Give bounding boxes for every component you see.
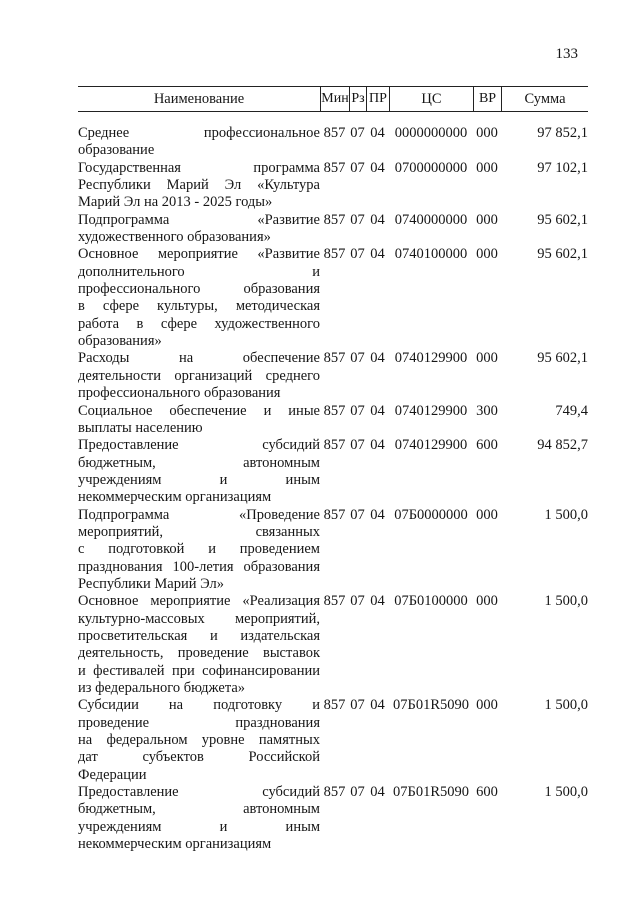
sum-cell: 97 102,1 [537, 159, 588, 176]
rz-cell: 07 [350, 784, 365, 801]
name-line: просветительская и издательская [78, 627, 320, 644]
name-line: дополнительного и [78, 263, 320, 280]
table-body [78, 125, 588, 853]
name-line: бюджетным, автономным [78, 454, 320, 471]
table-header [78, 86, 588, 112]
table-row [78, 784, 588, 853]
vr-cell: 000 [476, 211, 498, 228]
name-line: Основное мероприятие «Развитие [78, 246, 320, 263]
name-line: работа в сфере художественного [78, 315, 320, 332]
vr-cell: 300 [476, 402, 498, 419]
cs-cell: 0740000000 [394, 211, 468, 228]
table-row [78, 350, 588, 402]
name-cell [78, 784, 320, 853]
rz-cell: 07 [350, 350, 365, 367]
name-line: проведение празднования [78, 714, 320, 731]
name-line: культурно-массовых мероприятий, [78, 610, 320, 627]
rz-cell: 07 [350, 697, 365, 714]
table-row [78, 160, 588, 212]
cs-cell: 07Б0000000 [394, 506, 468, 523]
name-line: Подпрограмма «Проведение [78, 506, 320, 523]
vr-cell: 000 [476, 125, 498, 141]
name-cell [78, 350, 320, 402]
table-row [78, 593, 588, 697]
name-cell [78, 437, 320, 506]
name-cell [78, 212, 320, 247]
name-line: Республики Марий Эл» [78, 575, 224, 592]
sum-cell: 1 500,0 [544, 784, 588, 801]
rz-cell: 07 [350, 246, 365, 263]
name-line: Предоставление субсидий [78, 784, 320, 801]
cs-cell: 0700000000 [394, 159, 468, 176]
vr-cell: 000 [476, 246, 498, 263]
name-line: Основное мероприятие «Реализация [78, 593, 320, 610]
header-sum: Сумма [501, 87, 588, 111]
min-cell: 857 [323, 506, 346, 523]
header-min: Мин [320, 87, 349, 111]
vr-cell: 600 [476, 437, 498, 454]
min-cell: 857 [323, 697, 346, 714]
header-vr: ВР [473, 87, 501, 111]
sum-cell: 97 852,1 [537, 125, 588, 141]
cs-cell: 07Б0100000 [394, 593, 468, 610]
table-row [78, 125, 588, 160]
rz-cell: 07 [350, 402, 365, 419]
name-line: некоммерческим организациям [78, 489, 272, 506]
pr-cell: 04 [370, 125, 385, 141]
name-line: образование [78, 142, 155, 159]
name-line: дат субъектов Российской [78, 749, 320, 766]
name-line: образования» [78, 333, 162, 350]
name-line: Субсидии на подготовку и [78, 697, 320, 714]
header-pr: ПР [366, 87, 389, 111]
header-cs: ЦС [389, 87, 473, 111]
min-cell: 857 [323, 784, 346, 801]
name-line: из федерального бюджета» [78, 680, 246, 696]
pr-cell: 04 [370, 506, 385, 523]
table-row [78, 437, 588, 506]
name-line: и фестивалей при софинансировании [78, 662, 320, 679]
cs-cell: 0000000000 [394, 125, 468, 141]
pr-cell: 04 [370, 211, 385, 228]
name-line: учреждениям и иным [78, 471, 320, 488]
min-cell: 857 [323, 211, 346, 228]
cs-cell: 0740129900 [394, 402, 468, 419]
sum-cell: 1 500,0 [544, 506, 588, 523]
name-cell [78, 697, 320, 784]
name-cell [78, 246, 320, 350]
sum-cell: 94 852,7 [537, 437, 588, 454]
name-line: Подпрограмма «Развитие [78, 211, 320, 228]
name-cell [78, 125, 320, 160]
vr-cell: 000 [476, 159, 498, 176]
table-row [78, 507, 588, 594]
name-cell [78, 593, 320, 697]
pr-cell: 04 [370, 246, 385, 263]
name-line: бюджетным, автономным [78, 801, 320, 818]
pr-cell: 04 [370, 697, 385, 714]
rz-cell: 07 [350, 125, 365, 141]
cs-cell: 0740129900 [394, 350, 468, 367]
min-cell: 857 [323, 125, 346, 141]
name-line: Предоставление субсидий [78, 437, 320, 454]
name-line: Марий Эл на 2013 - 2025 годы» [78, 194, 273, 211]
cs-cell: 07Б01R5090 [393, 784, 469, 801]
min-cell: 857 [323, 593, 346, 610]
vr-cell: 000 [476, 593, 498, 610]
vr-cell: 600 [476, 784, 498, 801]
header-name: Наименование [153, 90, 245, 107]
name-line: профессионального образования [78, 385, 281, 402]
name-line: празднования 100-летия образования [78, 558, 320, 575]
vr-cell: 000 [476, 697, 498, 714]
pr-cell: 04 [370, 159, 385, 176]
name-line: деятельность, проведение выставок [78, 645, 320, 662]
table-row [78, 246, 588, 350]
pr-cell: 04 [370, 350, 385, 367]
min-cell: 857 [323, 246, 346, 263]
rz-cell: 07 [350, 437, 365, 454]
table-row [78, 212, 588, 247]
vr-cell: 000 [476, 350, 498, 367]
cs-cell: 0740129900 [394, 437, 468, 454]
name-line: Республики Марий Эл «Культура [78, 177, 320, 194]
sum-cell: 1 500,0 [544, 697, 588, 714]
sum-cell: 95 602,1 [537, 211, 588, 228]
name-line: Социальное обеспечение и иные [78, 402, 320, 419]
page-number: 133 [555, 46, 578, 62]
vr-cell: 000 [476, 506, 498, 523]
rz-cell: 07 [350, 159, 365, 176]
sum-cell: 1 500,0 [544, 593, 588, 610]
name-cell [78, 507, 320, 594]
name-line: художественного образования» [78, 229, 271, 246]
name-cell [78, 160, 320, 212]
rz-cell: 07 [350, 211, 365, 228]
name-line: некоммерческим организациям [78, 836, 272, 853]
name-line: учреждениям и иным [78, 818, 320, 835]
sum-cell: 95 602,1 [537, 246, 588, 263]
name-line: Государственная программа [78, 159, 320, 176]
name-line: Федерации [78, 766, 147, 783]
name-line: Среднее профессиональное [78, 125, 320, 141]
rz-cell: 07 [350, 593, 365, 610]
min-cell: 857 [323, 350, 346, 367]
name-cell [78, 403, 320, 438]
pr-cell: 04 [370, 437, 385, 454]
cs-cell: 0740100000 [394, 246, 468, 263]
sum-cell: 95 602,1 [537, 350, 588, 367]
pr-cell: 04 [370, 402, 385, 419]
pr-cell: 04 [370, 593, 385, 610]
rz-cell: 07 [350, 506, 365, 523]
name-line: в сфере культуры, методическая [78, 298, 320, 315]
cs-cell: 07Б01R5090 [393, 697, 469, 714]
min-cell: 857 [323, 437, 346, 454]
pr-cell: 04 [370, 784, 385, 801]
name-line: деятельности организаций среднего [78, 367, 320, 384]
min-cell: 857 [323, 402, 346, 419]
name-line: Расходы на обеспечение [78, 350, 320, 367]
name-line: профессионального образования [78, 281, 320, 298]
min-cell: 857 [323, 159, 346, 176]
name-line: мероприятий, связанных [78, 523, 320, 540]
table-row [78, 403, 588, 438]
name-line: на федеральном уровне памятных [78, 732, 320, 749]
sum-cell: 749,4 [555, 402, 588, 419]
name-line: выплаты населению [78, 419, 203, 436]
header-rz: Рз [349, 87, 366, 111]
table-row [78, 697, 588, 784]
name-line: с подготовкой и проведением [78, 541, 320, 558]
